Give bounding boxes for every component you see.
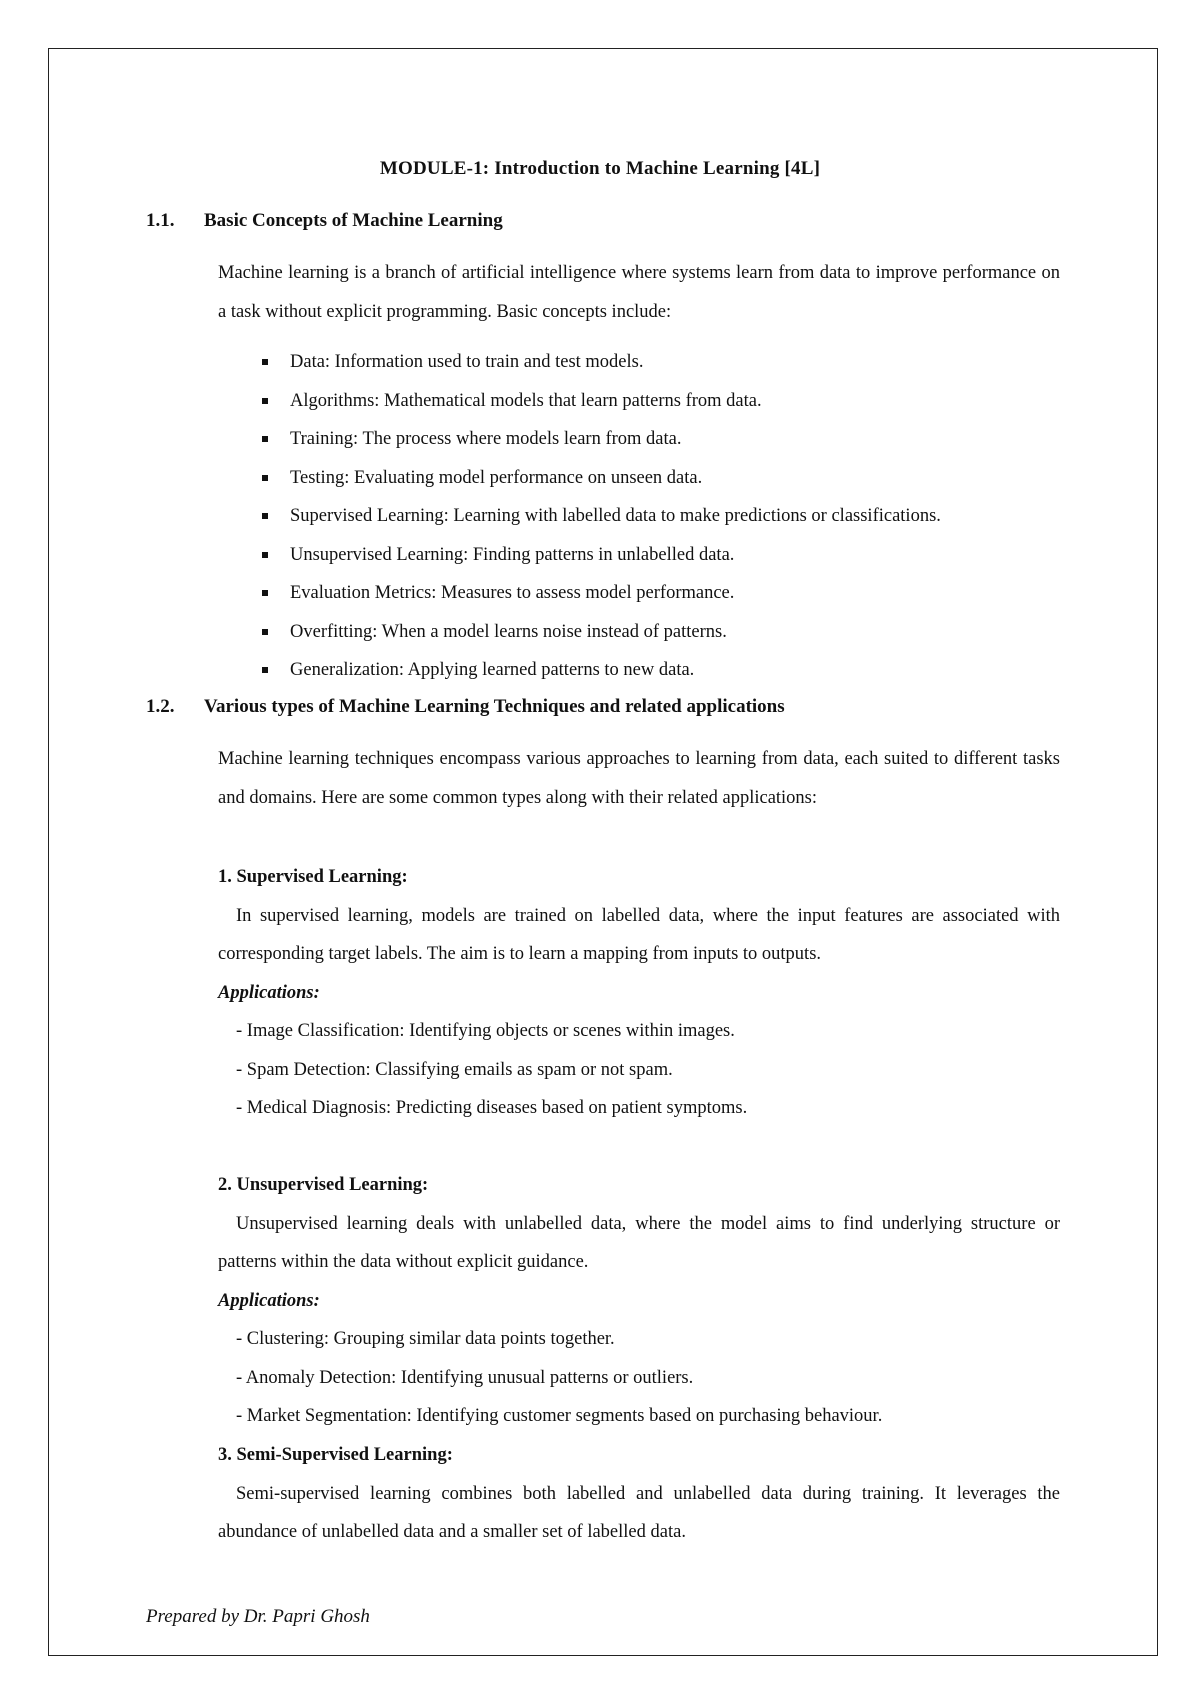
square-bullet-icon [262, 513, 268, 519]
subheading: 1. Supervised Learning: [218, 867, 408, 887]
square-bullet-icon [262, 552, 268, 558]
square-bullet-icon [262, 629, 268, 635]
list-item [262, 497, 941, 536]
square-bullet-icon [262, 398, 268, 404]
paragraph: Unsupervised learning deals with unlabelled data, where the model aims to find underlying structure or patterns within the data without explicit guidance. [218, 1213, 1060, 1272]
application-item: - Clustering: Grouping similar data points together. [236, 1329, 615, 1349]
application-item: - Medical Diagnosis: Predicting diseases based on patient symptoms. [236, 1098, 748, 1118]
subheading: 2. Unsupervised Learning: [218, 1175, 429, 1195]
list-item [262, 459, 941, 498]
section-heading-1-2 [146, 696, 785, 718]
section-heading-1-1 [146, 210, 503, 232]
list-item-text: Algorithms: Mathematical models that learn patterns from data. [290, 390, 762, 411]
list-item [262, 613, 941, 652]
square-bullet-icon [262, 475, 268, 481]
list-item-text: Evaluation Metrics: Measures to assess model performance. [290, 583, 735, 603]
list-item-text: Unsupervised Learning: Finding patterns in unlabelled data. [290, 544, 735, 565]
paragraph: In supervised learning, models are trained on labelled data, where the input features are associated with corresponding target labels. The aim is to learn a mapping from inputs to outputs. [218, 905, 1060, 964]
list-item-text: Generalization: Applying learned patterns to new data. [290, 660, 695, 680]
section-number: 1.1. [146, 210, 175, 231]
application-item: - Market Segmentation: Identifying customer segments based on purchasing behaviour. [236, 1406, 883, 1426]
application-item: - Anomaly Detection: Identifying unusual patterns or outliers. [236, 1367, 694, 1388]
semi-supervised-block [218, 1436, 1060, 1552]
section-title: Basic Concepts of Machine Learning [204, 210, 503, 231]
list-item [262, 343, 941, 382]
application-item: - Image Classification: Identifying objects or scenes within images. [236, 1021, 735, 1041]
list-item-text: Testing: Evaluating model performance on unseen data. [290, 467, 703, 488]
page-title: MODULE-1: Introduction to Machine Learning [4L] [379, 158, 821, 179]
list-item-text: Training: The process where models learn from data. [290, 429, 682, 449]
section-1-2-intro: Machine learning techniques encompass various approaches to learning from data, each suited to different tasks and domains. Here are some common types along with their related applications: [218, 749, 1060, 808]
applications-label: Applications: [218, 982, 320, 1003]
list-item-text: Supervised Learning: Learning with labelled data to make predictions or classifications. [290, 506, 941, 526]
section-number: 1.2. [146, 696, 175, 717]
list-item [262, 651, 941, 690]
list-item-text: Overfitting: When a model learns noise instead of patterns. [290, 621, 727, 642]
supervised-block [218, 858, 1060, 1128]
concept-list [262, 343, 941, 690]
application-item: - Spam Detection: Classifying emails as spam or not spam. [236, 1059, 673, 1080]
list-item [262, 536, 941, 575]
square-bullet-icon [262, 359, 268, 365]
unsupervised-block [218, 1166, 1060, 1436]
list-item [262, 420, 941, 459]
section-1-1-intro: Machine learning is a branch of artificial intelligence where systems learn from data to improve performance on a task without explicit programming. Basic concepts include: [218, 263, 1060, 322]
footer-author: Prepared by Dr. Papri Ghosh [146, 1606, 370, 1627]
applications-label: Applications: [218, 1290, 320, 1311]
paragraph: Semi-supervised learning combines both labelled and unlabelled data during training. It leverages the abundance of unlabelled data and a smaller set of labelled data. [218, 1483, 1060, 1542]
square-bullet-icon [262, 436, 268, 442]
list-item [262, 574, 941, 613]
section-title: Various types of Machine Learning Techniques and related applications [204, 696, 785, 717]
square-bullet-icon [262, 590, 268, 596]
list-item-text: Data: Information used to train and test models. [290, 352, 644, 372]
subheading: 3. Semi-Supervised Learning: [218, 1445, 453, 1465]
list-item [262, 382, 941, 421]
square-bullet-icon [262, 667, 268, 673]
